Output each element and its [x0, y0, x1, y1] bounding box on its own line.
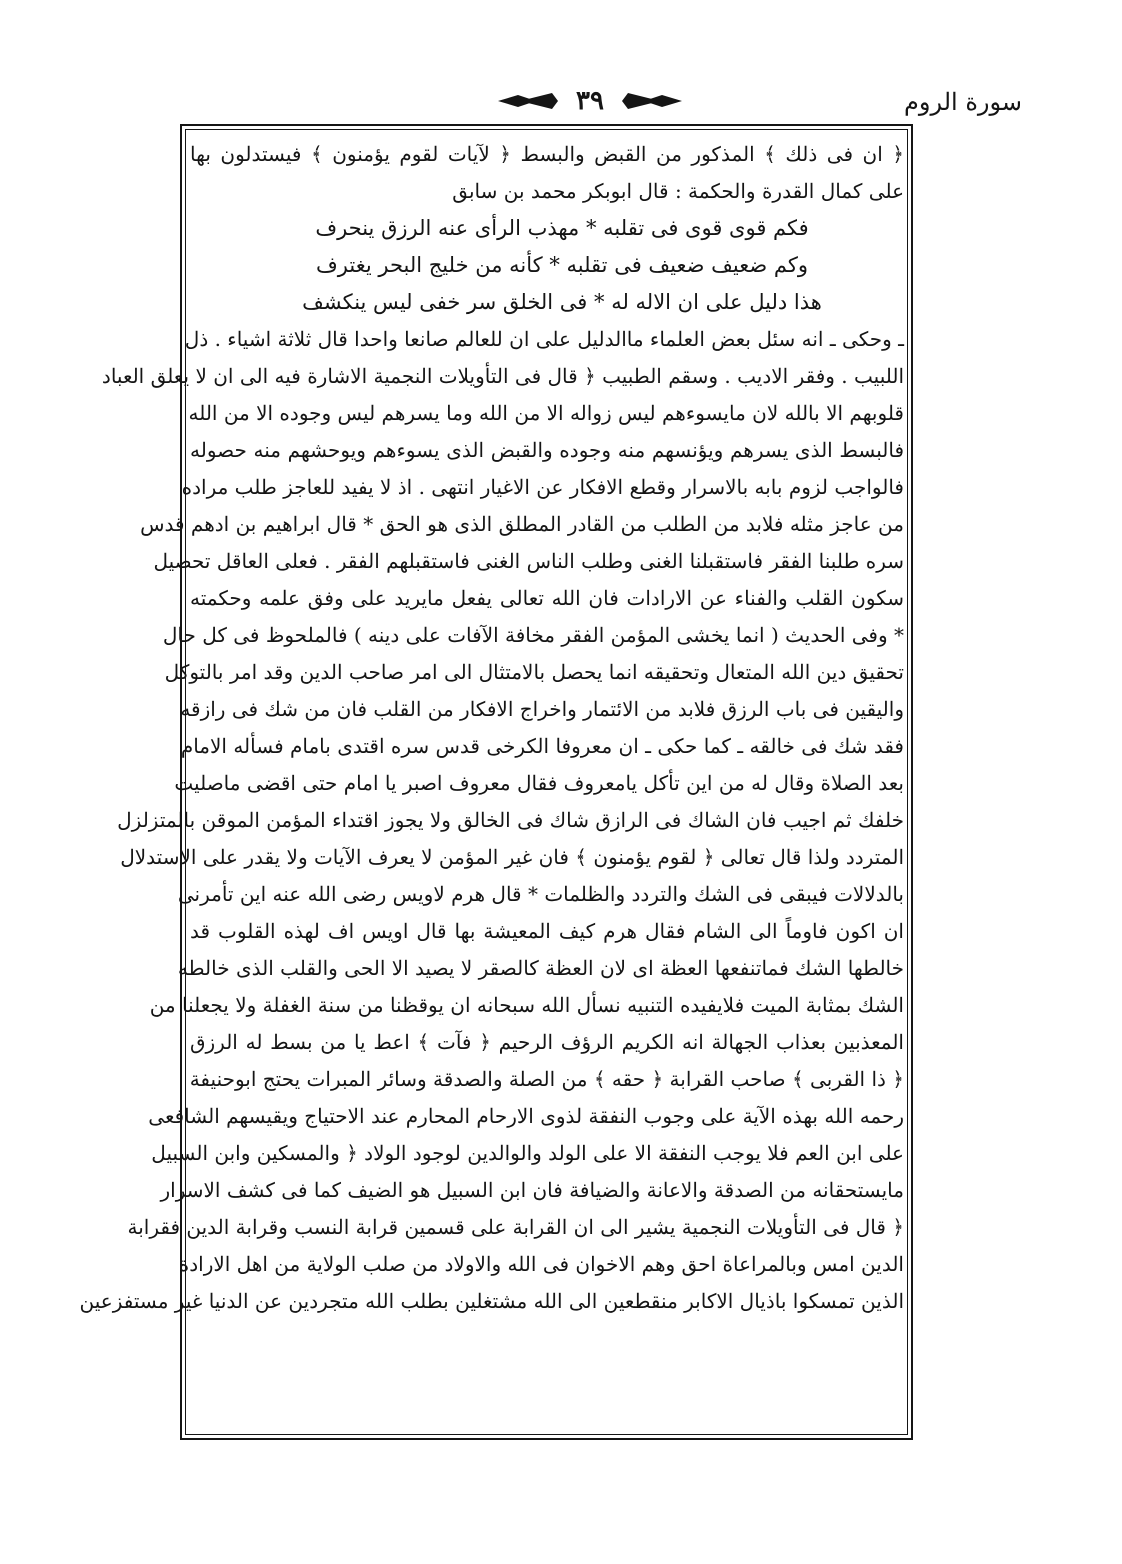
text-line: بالدلالات فيبقى فى الشك والتردد والظلمات * قال هرم لاويس رضى الله عنه اين تأمرنى	[177, 882, 904, 906]
text-line: واليقين فى باب الرزق فلابد من الائتمار واخراج الافكار من القلب فان من شك فى رازقه	[180, 697, 904, 721]
text-line: المتردد ولذا قال تعالى ﴿ لقوم يؤمنون ﴾ فان غير المؤمن لا يعرف الآيات ولا يقدر على الاستدلال	[120, 845, 904, 869]
text-line: على كمال القدرة والحكمة : قال ابوبكر محمد بن سابق	[452, 179, 904, 203]
surah-title: سورة الروم	[904, 88, 1022, 116]
text-line: خالطها الشك فماتنفعها العظة اى لان العظة كالصقر لا يصيد الا الحى والقلب الذى خالطه	[177, 956, 904, 980]
text-line: اللبيب . وفقر الاديب . وسقم الطبيب ﴿ قال فى التأويلات النجمية الاشارة فيه الى ان لا يعلق العباد	[101, 364, 904, 388]
text-line: بعد الصلاة وقال له من اين تأكل يامعروف فقال معروف اصبر يا امام حتى اقضى ماصليت	[174, 771, 904, 795]
main-text	[79, 136, 904, 1320]
text-line: قلوبهم الا بالله لان مايسوءهم ليس زواله الا من الله وما يسرهم ليس وجوده الا من الله	[188, 401, 904, 425]
page-header	[100, 82, 1022, 122]
text-line: ﴿ ان فى ذلك ﴾ المذكور من القبض والبسط ﴿ لآيات لقوم يؤمنون ﴾ فيستدلون بها	[190, 142, 904, 166]
text-line: الدين امس وبالمراعاة احق وهم الاخوان فى الله والاولاد من صلب الولاية من اهل الارادة	[178, 1252, 904, 1276]
text-line: ـ وحكى ـ انه سئل بعض العلماء ماالدليل على ان للعالم صانعا واحدا قال ثلاثة اشياء . ذل	[184, 327, 904, 351]
text-line: ﴿ ذا القربى ﴾ صاحب القرابة ﴿ حقه ﴾ من الصلة والصدقة وسائر المبرات يحتج ابوحنيفة	[189, 1067, 904, 1091]
text-line: ﴿ قال فى التأويلات النجمية يشير الى ان القرابة على قسمين قرابة النسب وقرابة الدين فقرابة	[127, 1215, 904, 1239]
text-line: المعذبين بعذاب الجهالة انه الكريم الرؤف الرحيم ﴿ فآت ﴾ اعط يا من بسط له الرزق	[190, 1030, 904, 1054]
text-line: ان اكون فاوماً الى الشام فقال هرم كيف المعيشة بها قال اويس اف لهذه القلوب قد	[190, 919, 904, 943]
text-line: فالبسط الذى يسرهم ويؤنسهم منه وجوده والقبض الذى يسوءهم ويوحشهم منه حصوله	[190, 438, 904, 462]
text-line: على ابن العم فلا يوجب النفقة الا على الولد والوالدين لوجود الولاد ﴿ والمسكين وابن السبيل	[151, 1141, 904, 1165]
text-line: الشك بمثابة الميت فلايفيده التنبيه نسأل الله سبحانه ان يوقظنا من سنة الغفلة ولا يجعلنا من	[149, 993, 904, 1017]
poem-verse: فكم قوى قوى فى تقلبه * مهذب الرأى عنه الرزق ينحرف	[315, 216, 809, 240]
text-line: مايستحقانه من الصدقة والاعانة والضيافة فان ابن السبيل هو الضيف كما فى كشف الاسرار	[160, 1178, 904, 1202]
text-line: من عاجز مثله فلابد من الطلب من القادر المطلق الذى هو الحق * قال ابراهيم بن ادهم قدس	[140, 512, 904, 536]
text-line: رحمه الله بهذه الآية على وجوب النفقة لذوى الارحام المحارم عند الاحتياج ويقيسهم الشافعى	[148, 1104, 904, 1128]
poem-verse: هذا دليل على ان الاله له * فى الخلق سر خفى ليس ينكشف	[302, 290, 822, 314]
page-number-ornament	[490, 84, 690, 118]
text-line: سكون القلب والفناء عن الارادات فان الله تعالى يفعل مايريد على وفق علمه وحكمته	[190, 586, 904, 610]
text-line: الذين تمسكوا باذيال الاكابر منقطعين الى الله مشتغلين بطلب الله متجردين عن الدنيا غير مستفزعين	[79, 1289, 904, 1313]
page-number: ٣٩	[576, 86, 604, 116]
text-line: فالواجب لزوم بابه بالاسرار وقطع الافكار عن الاغيار انتهى . اذ لا يفيد للعاجز طلب مراده	[181, 475, 904, 499]
text-line: سره طلبنا الفقر فاستقبلنا الغنى وطلب الناس الغنى فاستقبلهم الفقر . فعلى العاقل تحصيل	[153, 549, 904, 573]
text-line: خلفك ثم اجيب فان الشاك فى الرازق شاك فى الخالق ولا يجوز اقتداء المؤمن الموقن بالمتزلزل	[117, 808, 904, 832]
text-line: تحقيق دين الله المتعال وتحقيقه انما يحصل بالامتثال الى امر صاحب الدين وقد امر بالتوكل	[164, 660, 904, 684]
poem-verse: وكم ضعيف ضعيف فى تقلبه * كأنه من خليج البحر يغترف	[316, 253, 808, 277]
text-line: * وفى الحديث ( انما يخشى المؤمن الفقر مخافة الآفات على دينه ) فالملحوظ فى كل حال	[162, 623, 904, 647]
text-line: فقد شك فى خالقه ـ كما حكى ـ ان معروفا الكرخى قدس سره اقتدى بامام فسأله الامام	[180, 734, 904, 758]
